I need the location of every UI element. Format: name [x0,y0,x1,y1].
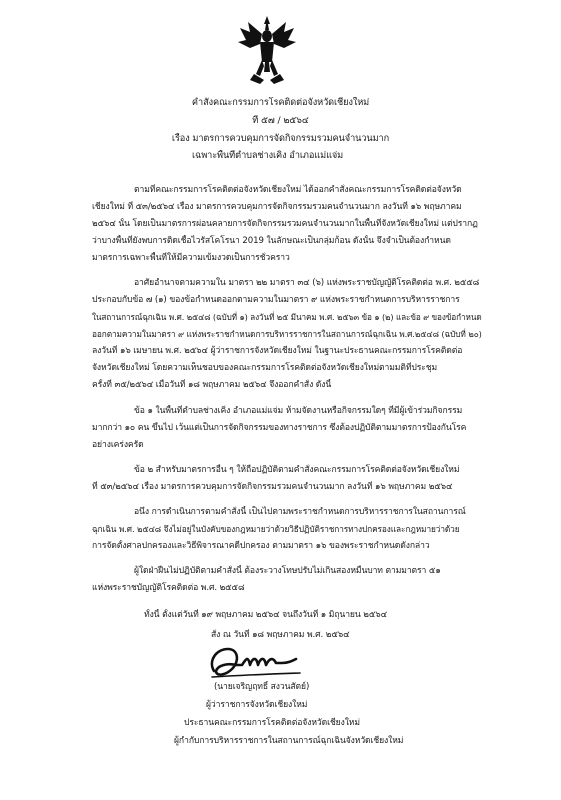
paragraph-line: ๒๕๖๔ นั้น โดยเป็นมาตรการผ่อนคลายการจัดกิจกรรมรวมคนจำนวนมากในพื้นที่จังหวัดเชียงใหม่ แต่ปรากฏ [92,219,478,229]
signer-position: ประธานคณะกรรมการโรคติดต่อจังหวัดเชียงใหม่ [184,718,360,728]
signer-name: (นายเจริญฤทธิ์ สงวนสัตย์) [214,682,310,692]
paragraph-line: การจัดตั้งศาลปกครองและวิธีพิจารณาคดีปกครอง ตามมาตรา ๑๖ ของพระราชกำหนดดังกล่าว [92,541,430,551]
paragraph-line: มาตรการเฉพาะพื้นที่ให้มีความเข้มงวดเป็นการชั่วคราว [92,253,290,263]
paragraph-line: อาศัยอำนาจตามความใน มาตรา ๒๒ มาตรา ๓๔ (๖) แห่งพระราชบัญญัติโรคติดต่อ พ.ศ. ๒๕๕๘ [134,278,480,288]
paragraph-line: ลงวันที่ ๑๖ เมษายน พ.ศ. ๒๕๖๔ ผู้ว่าราชการจังหวัดเชียงใหม่ ในฐานะประธานคณะกรรมการโรคติดต่อ [92,346,463,356]
effective-date: ทั้งนี้ ตั้งแต่วันที่ ๑๙ พฤษภาคม ๒๕๖๔ จนถึงวันที่ ๑ มิถุนายน ๒๕๖๔ [144,610,388,620]
signer-position: ผู้ว่าราชการจังหวัดเชียงใหม่ [206,700,308,710]
order-date: สั่ง ณ วันที่ ๑๘ พฤษภาคม พ.ศ. ๒๕๖๔ [211,630,350,640]
paragraph-line: ประกอบกับข้อ ๗ (๑) ของข้อกำหนดออกตามความในมาตรา ๙ แห่งพระราชกำหนดการบริหารราชการ [92,295,460,305]
clause-1-line: มากกว่า ๑๐ คน ขึ้นไป เว้นแต่เป็นการจัดกิจกรรมของทางราชการ ซึ่งต้องปฏิบัติตามมาตรการป้องกันโรค [92,423,467,433]
garuda-emblem-icon [236,14,298,86]
clause-2-line: ข้อ ๒ สำหรับมาตรการอื่น ๆ ให้ถือปฏิบัติตามคำสั่งคณะกรรมการโรคติดต่อจังหวัดเชียงใหม่ [134,465,460,475]
paragraph-line: ตามที่คณะกรรมการโรคติดต่อจังหวัดเชียงใหม่ ได้ออกคำสั่งคณะกรรมการโรคติดต่อจังหวัด [134,185,462,195]
paragraph-line: อนึ่ง การดำเนินการตามคำสั่งนี้ เป็นไปตามพระราชกำหนดการบริหารราชการในสถานการณ์ [134,507,466,517]
clause-2-line: ที่ ๕๓/๒๕๖๔ เรื่อง มาตรการควบคุมการจัดกิจกรรมรวมคนจำนวนมาก ลงวันที่ ๑๖ พฤษภาคม ๒๕๖๔ [92,482,453,492]
clause-1-line: อย่างเคร่งครัด [92,440,144,450]
signature-icon [202,641,312,683]
order-subject: เรื่อง มาตรการควบคุมการจัดกิจกรรมรวมคนจำนวนมาก [171,133,390,144]
penalty-line: ผู้ใดฝ่าฝืนไม่ปฏิบัติตามคำสั่งนี้ ต้องระวางโทษปรับไม่เกินสองหมื่นบาท ตามมาตรา ๕๑ [134,566,441,576]
penalty-line: แห่งพระราชบัญญัติโรคติดต่อ พ.ศ. ๒๕๕๘ [92,583,245,593]
paragraph-line: ว่าบางพื้นที่ยังพบการติดเชื้อไวรัสโคโรนา 2019 ในลักษณะเป็นกลุ่มก้อน ดังนั้น จึงจำเป็นต้องกำหนด [92,236,451,246]
paragraph-line: ในสถานการณ์ฉุกเฉิน พ.ศ. ๒๕๔๘ (ฉบับที่ ๑) ลงวันที่ ๒๕ มีนาคม พ.ศ. ๒๕๖๓ ข้อ ๑ (๒) และข้อ ๙ ของข้อกำหนด [92,312,482,322]
paragraph-line: ครั้งที่ ๓๕/๒๕๖๔ เมื่อวันที่ ๑๘ พฤษภาคม ๒๕๖๔ จึงออกคำสั่ง ดังนี้ [92,380,332,390]
order-title: คำสั่งคณะกรรมการโรคติดต่อจังหวัดเชียงใหม่ [191,97,370,108]
paragraph-line: จังหวัดเชียงใหม่ โดยความเห็นชอบของคณะกรรมการโรคติดต่อจังหวัดเชียงใหม่ตามมติที่ประชุม [92,363,438,373]
paragraph-line: ฉุกเฉิน พ.ศ. ๒๕๔๘ จึงไม่อยู่ในบังคับของกฎหมายว่าด้วยวิธีปฏิบัติราชการทางปกครองและกฎหมายว่าด้วย [92,524,460,534]
paragraph-line: เชียงใหม่ ที่ ๕๓/๒๕๖๔ เรื่อง มาตรการควบคุมการจัดกิจกรรมรวมคนจำนวนมาก ลงวันที่ ๑๖ พฤษภาคม [92,202,462,212]
paragraph-line: ออกตามความในมาตรา ๙ แห่งพระราชกำหนดการบริหารราชการในสถานการณ์ฉุกเฉิน พ.ศ.๒๕๔๘ (ฉบับที่ ๒๐) [92,329,482,339]
order-subject-area: เฉพาะพื้นที่ตำบลช่างเคิ่ง อำเภอแม่แจ่ม [192,150,344,161]
signer-position: ผู้กำกับการบริหารราชการในสถานการณ์ฉุกเฉินจังหวัดเชียงใหม่ [174,736,404,746]
order-number: ที่ ๕๗ / ๒๕๖๔ [252,115,309,126]
clause-1-line: ข้อ ๑ ในพื้นที่ตำบลช่างเคิ่ง อำเภอแม่แจ่ม ห้ามจัดงานหรือกิจกรรมใดๆ ที่มีผู้เข้าร่วมกิจกรรม [134,406,463,416]
